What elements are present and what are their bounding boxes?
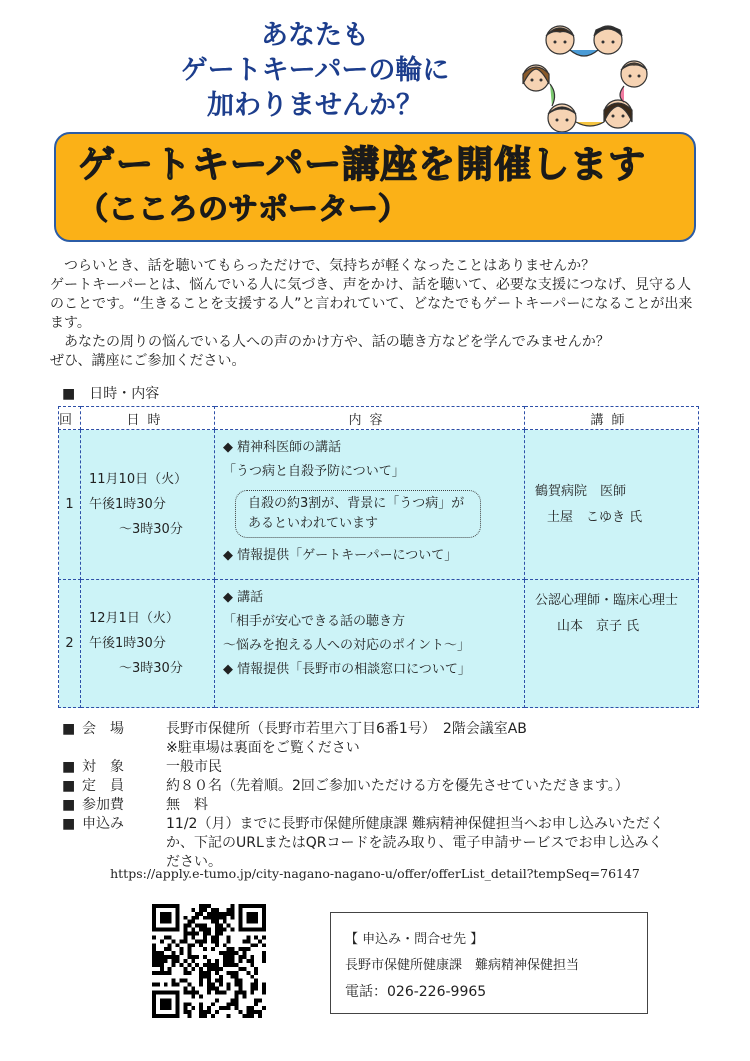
info-key: 会 場 xyxy=(82,721,124,737)
banner-subtitle: （こころのサポーター） xyxy=(78,192,408,227)
session-number: 2 xyxy=(59,580,81,708)
session-date xyxy=(81,430,215,580)
contact-phone[interactable]: 電話：026-226-9965 xyxy=(345,984,487,1000)
headline-line-2: ゲートキーパーの輪に xyxy=(180,55,450,86)
headline xyxy=(150,18,480,123)
info-key: 定 員 xyxy=(82,778,124,794)
info-row-venue xyxy=(62,720,712,758)
session-date xyxy=(81,580,215,708)
bullet-square: ■ xyxy=(62,759,76,775)
info-key: 申込み xyxy=(82,816,124,832)
info-value: 一般市民 xyxy=(166,759,222,775)
info-value: 無 料 xyxy=(166,797,208,813)
bullet-square: ■ xyxy=(62,721,76,737)
info-key: 参加費 xyxy=(82,797,124,813)
content-item: ◆ 講話 xyxy=(223,590,264,605)
headline-line-3: 加わりませんか？ xyxy=(207,90,423,121)
qr-code[interactable] xyxy=(152,904,266,1018)
content-title: 「相手が安心できる話の聴き方 xyxy=(223,614,406,629)
session-content xyxy=(215,580,525,708)
info-row-target xyxy=(62,758,712,777)
table-row xyxy=(59,430,699,580)
time-end: ～3時30分 xyxy=(119,661,183,676)
content-item: ◆ 精神科医師の講話 xyxy=(223,440,342,455)
schedule-section-label: ■ 日時・内容 xyxy=(62,386,160,402)
date-text: 11月10日（火） xyxy=(89,472,188,487)
info-value: 長野市保健所（長野市若里六丁目6番1号） 2階会議室AB ※駐車場は裏面をご覧ください xyxy=(166,721,527,756)
intro-paragraph: ぜひ、講座にご参加ください。 xyxy=(50,353,246,369)
header-content: 内容 xyxy=(215,407,525,430)
session-number: 1 xyxy=(59,430,81,580)
people-circle-illustration xyxy=(520,22,650,137)
contact-label: 【 申込み・問合せ先 】 xyxy=(345,932,484,947)
table-row xyxy=(59,580,699,708)
info-value: 11/2（月）までに長野市保健所健康課 難病精神保健担当へお申し込みいただくか、下記のURLまたはQRコードを読み取り、電子申請サービスでお申し込みください。 xyxy=(166,816,664,870)
schedule-table xyxy=(58,406,699,708)
bullet-square: ■ xyxy=(62,778,76,794)
lecturer-org: 鶴賀病院 医師 xyxy=(535,483,627,499)
content-item: ◆ 情報提供「ゲートキーパーについて」 xyxy=(223,548,458,563)
info-row-capacity xyxy=(62,777,712,796)
header-date: 日時 xyxy=(81,407,215,430)
info-row-fee xyxy=(62,796,712,815)
contact-org: 長野市保健所健康課 難病精神保健担当 xyxy=(345,958,580,973)
session-lecturer xyxy=(525,580,699,708)
bullet-square: ■ xyxy=(62,797,76,813)
table-header-row xyxy=(59,407,699,430)
info-row-application xyxy=(62,815,712,872)
date-text: 12月1日（火） xyxy=(89,611,179,626)
headline-line-1: あなたも xyxy=(261,20,369,51)
content-title: 「うつ病と自殺予防について」 xyxy=(223,464,405,479)
time-end: ～3時30分 xyxy=(119,522,183,537)
bullet-square: ■ xyxy=(62,816,76,832)
info-value: 約８０名（先着順。2回ご参加いただける方を優先させていただきます。） xyxy=(166,778,629,794)
time-start: 午後1時30分 xyxy=(89,497,166,512)
lecturer-name: 山本 京子 氏 xyxy=(557,619,640,634)
lecturer-name: 土屋 こゆき 氏 xyxy=(547,509,643,525)
intro-paragraph: あなたの周りの悩んでいる人への声のかけ方や、話の聴き方などを学んでみませんか？ xyxy=(50,334,610,350)
event-info-list xyxy=(62,720,712,872)
content-item: ◆ 情報提供「長野市の相談窓口について」 xyxy=(223,662,471,677)
time-start: 午後1時30分 xyxy=(89,636,166,651)
session-lecturer xyxy=(525,430,699,580)
application-url[interactable]: https://apply.e-tumo.jp/city-nagano-nagano-u/offer/offerList_detail?tempSeq=76147 xyxy=(110,866,640,881)
info-key: 対 象 xyxy=(82,759,124,775)
note-bubble: 自殺の約3割が、背景に「うつ病」があるといわれています xyxy=(235,490,481,538)
header-lecturer: 講師 xyxy=(525,407,699,430)
banner-title: ゲートキーパー講座を開催します xyxy=(78,143,647,186)
header-no: 回 xyxy=(59,407,81,430)
lecturer-org: 公認心理師・臨床心理士 xyxy=(535,593,679,608)
intro-paragraph: ゲートキーパーとは、悩んでいる人に気づき、声をかけ、話を聴いて、必要な支援につなげ、見守る人のことです。“生きることを支援する人”と言われていて、どなたでもゲートキーパーになることが出来ます。 xyxy=(50,277,693,331)
intro-text xyxy=(50,257,700,371)
title-banner xyxy=(54,132,696,242)
content-subtitle: ～悩みを抱える人への対応のポイント～」 xyxy=(223,638,471,653)
contact-box xyxy=(330,912,648,1014)
session-content xyxy=(215,430,525,580)
intro-paragraph: つらいとき、話を聴いてもらっただけで、気持ちが軽くなったことはありませんか？ xyxy=(50,258,596,274)
